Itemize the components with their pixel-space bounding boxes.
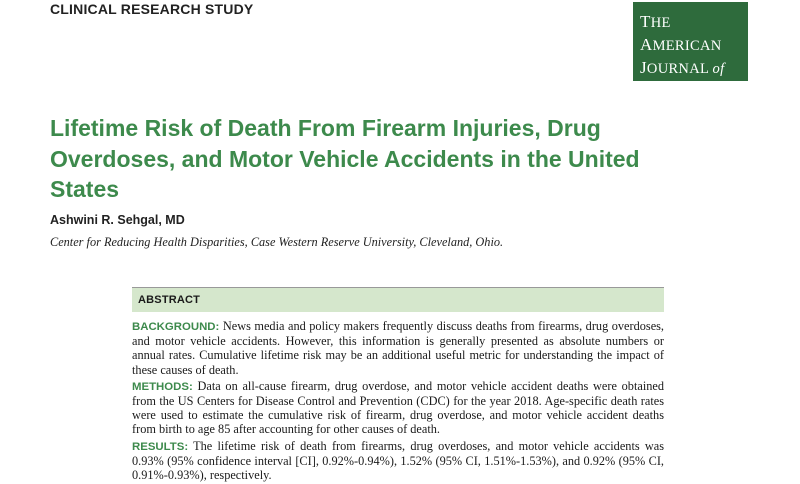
author-affiliation: Center for Reducing Health Disparities, Case Western Reserve University, Cleveland, Ohio. [50, 235, 504, 249]
abstract-methods-label: METHODS: [132, 380, 193, 393]
abstract-results-label: RESULTS: [132, 440, 189, 453]
abstract-background [132, 319, 664, 377]
journal-logo [633, 2, 748, 100]
journal-logo-line3: MEDICINE ® [640, 81, 726, 100]
author-name: Ashwini R. Sehgal, MD [50, 213, 185, 227]
abstract-results [132, 439, 664, 483]
abstract-results-text: The lifetime risk of death from firearms, drug overdoses, and motor vehicle accidents was 0.93% (95% confidence interval [CI], 0.92%-0.94%), 1.52% (95% CI, 1.51%-1.53%), and 0.92% (95% CI, 0.91%-0.93%), respectively. [132, 438, 664, 483]
abstract-background-label: BACKGROUND: [132, 321, 220, 333]
article-title: Lifetime Risk of Death From Firearm Injuries, Drug Overdoses, and Motor Vehicle Accidents in the United States [50, 115, 640, 202]
abstract-background-text: News media and policy makers frequently discuss deaths from firearms, drug overdoses, and motor vehicle accidents. However, this information is generally presented as absolute numbers or annual rates. Cumulative lifetime risk may be an additional useful metric for understanding the impact of these causes of death. [132, 319, 665, 377]
journal-logo-line1: THE AMERICAN [640, 12, 722, 54]
section-label: CLINICAL RESEARCH STUDY [50, 1, 254, 17]
abstract-header: ABSTRACT [132, 288, 664, 312]
journal-logo-line2: JOURNAL of [640, 58, 725, 77]
abstract-methods-text: Data on all-cause firearm, drug overdose, and motor vehicle accident deaths were obtained from the US Centers for Disease Control and Prevention (CDC) for the year 2018. Age-specific death rates were used to estimate the cumulative risk of firearm, drug overdose, and motor vehicle accident deaths from birth to age 85 after accounting for other causes of death. [132, 378, 664, 437]
abstract-body [132, 319, 664, 484]
abstract-methods [132, 379, 664, 437]
